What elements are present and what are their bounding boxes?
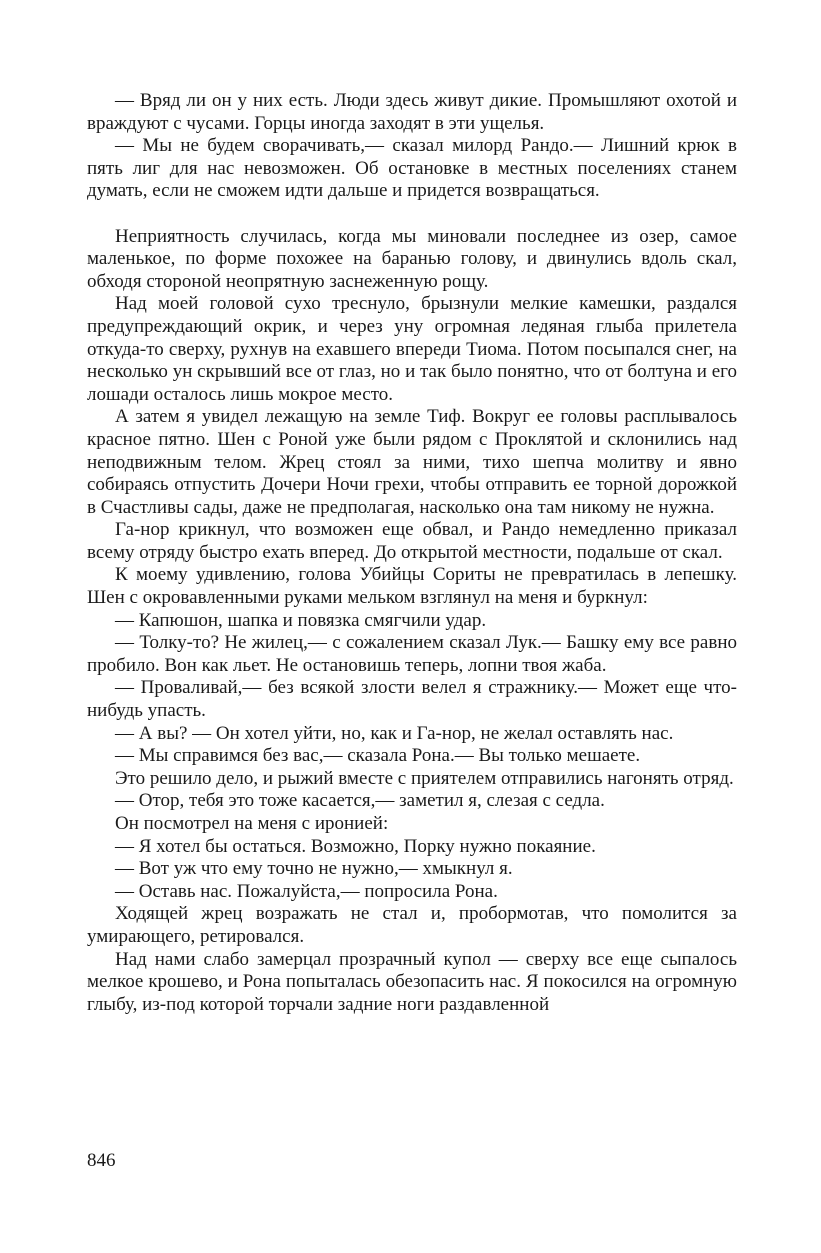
paragraph: Над нами слабо замерцал прозрачный купол — сверху все еще сыпалось мелкое крошево, и Рона попыталась обезопасить нас. Я покосился на огромную глыбу, из-под которой торчали задние ноги раздавленной <box>87 948 737 1015</box>
paragraph: — Оставь нас. Пожалуйста,— попросила Рона. <box>115 880 498 902</box>
paragraph: Это решило дело, и рыжий вместе с приятелем отправились нагонять отряд. <box>115 767 734 789</box>
paragraph: — Я хотел бы остаться. Возможно, Порку нужно покаяние. <box>115 835 596 857</box>
paragraph: — Вряд ли он у них есть. Люди здесь живут дикие. Промышляют охотой и враждуют с чусами. Горцы иногда заходят в эти ущелья. <box>87 90 737 134</box>
paragraph: — Капюшон, шапка и повязка смягчили удар. <box>115 609 487 631</box>
paragraph: Неприятность случилась, когда мы миновали последнее из озер, самое маленькое, по форме похожее на баранью голову, и двинулись вдоль скал, обходя стороной неопрятную заснеженную рощу. <box>87 225 737 292</box>
paragraph: — Мы не будем сворачивать,— сказал милорд Рандо.— Лишний крюк в пять лиг для нас невозможен. Об остановке в местных поселениях станем думать, если не сможем идти дальше и придется возвращаться. <box>87 135 737 202</box>
paragraph: Ходящей жрец возражать не стал и, пробормотав, что помолится за умирающего, ретировался. <box>87 903 737 947</box>
page-number: 846 <box>87 1150 116 1171</box>
paragraph: Он посмотрел на меня с иронией: <box>115 813 389 834</box>
paragraph: — Толку-то? Не жилец,— с сожалением сказал Лук.— Башку ему все равно пробило. Вон как льет. Не остановишь теперь, лопни твоя жаба. <box>87 632 737 676</box>
paragraph: — Вот уж что ему точно не нужно,— хмыкнул я. <box>115 858 513 880</box>
paragraph: А затем я увидел лежащую на земле Тиф. Вокруг ее головы расплывалось красное пятно. Шен с Роной уже были рядом с Проклятой и склонились над неподвижным телом. Жрец стоял за ними, тихо шепча молитву и явно собираясь отпустить Дочери Ночи грехи, чтобы отправить ее торной дорожкой в Счастливы сады, даже не предполагая, насколько она там никому не нужна. <box>87 406 737 518</box>
paragraph: К моему удивлению, голова Убийцы Сориты не превратилась в лепешку. Шен с окровавленными руками мельком взглянул на меня и буркнул: <box>87 564 737 609</box>
paragraph: — Мы справимся без вас,— сказала Рона.— Вы только мешаете. <box>115 745 641 767</box>
paragraph: — А вы? — Он хотел уйти, но, как и Га-нор, не желал оставлять нас. <box>115 722 674 744</box>
paragraph: — Отор, тебя это тоже касается,— заметил я, слезая с седла. <box>115 790 605 812</box>
paragraph: Га-нор крикнул, что возможен еще обвал, и Рандо немедленно приказал всему отряду быстро ехать вперед. До открытой местности, подальше от скал. <box>87 519 737 563</box>
paragraph: Над моей головой сухо треснуло, брызнули мелкие камешки, раздался предупреждающий окрик, и через уну огромная ледяная глыба прилетела откуда-то сверху, рухнув на ехавшего впереди Тиома. Потом посыпался снег, на несколько ун скрывший все от глаз, но и так было понятно, что от болтуна и его лошади осталось лишь мокрое место. <box>87 293 737 405</box>
paragraph: — Проваливай,— без всякой злости велел я стражнику.— Может еще что-нибудь упасть. <box>87 677 737 722</box>
page-body <box>87 90 737 1016</box>
